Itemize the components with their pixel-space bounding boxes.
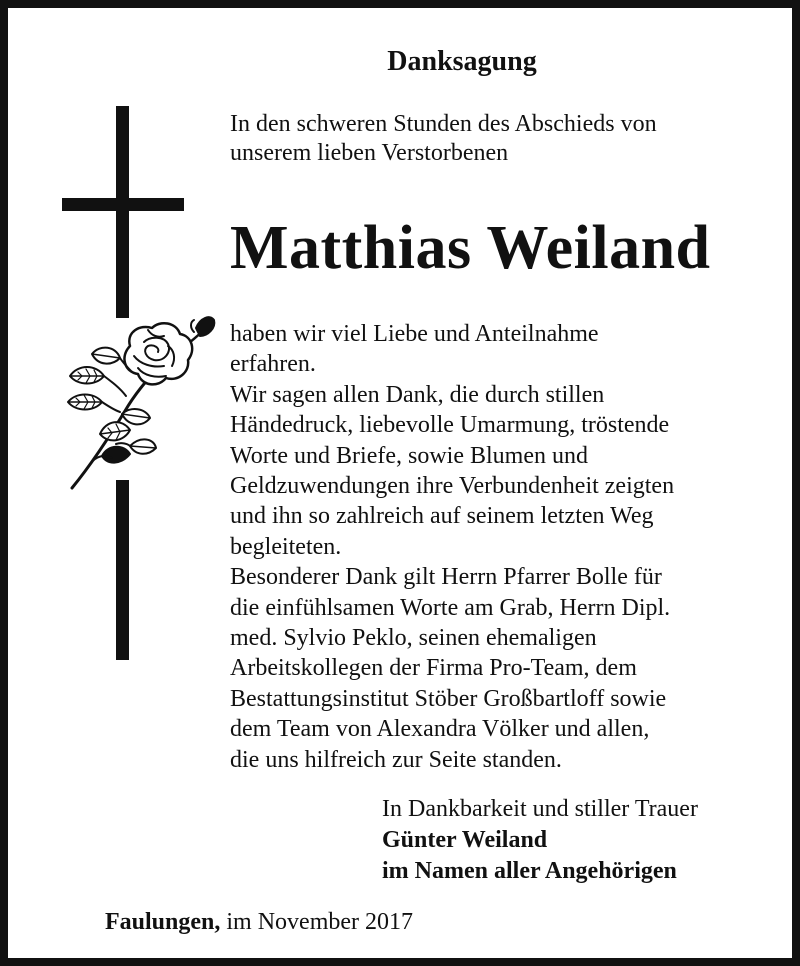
body-line: Wir sagen allen Dank, die durch stillen bbox=[230, 381, 605, 408]
body-line: Worte und Briefe, sowie Blumen und bbox=[230, 442, 588, 469]
body-line: und ihn so zahlreich auf seinem letzten Weg bbox=[230, 503, 654, 530]
rose-icon bbox=[60, 306, 218, 496]
deceased-name: Matthias Weiland bbox=[230, 214, 711, 282]
body-line: haben wir viel Liebe und Anteilnahme bbox=[230, 321, 599, 347]
body-line: Arbeitskollegen der Firma Pro-Team, dem bbox=[230, 655, 637, 682]
place-name: Faulungen, bbox=[105, 909, 221, 935]
signer-family: im Namen aller Angehörigen bbox=[382, 858, 677, 884]
place-date bbox=[105, 906, 705, 938]
body-line: die einfühlsamen Worte am Grab, Herrn Dipl. bbox=[230, 594, 671, 621]
body-line: erfahren. bbox=[230, 351, 316, 378]
cross-icon-crossbar bbox=[62, 198, 184, 211]
closing-line: In Dankbarkeit und stiller Trauer bbox=[382, 796, 698, 822]
signer-name: Günter Weiland bbox=[382, 827, 548, 853]
body-line: med. Sylvio Peklo, seinen ehemaligen bbox=[230, 625, 597, 652]
cross-icon-upper bbox=[116, 106, 129, 318]
intro-text bbox=[230, 110, 770, 168]
intro-line: In den schweren Stunden des Abschieds von bbox=[230, 111, 657, 137]
notice-date: im November 2017 bbox=[220, 909, 414, 935]
body-line: Besonderer Dank gilt Herrn Pfarrer Bolle für bbox=[230, 564, 662, 591]
thanks-body bbox=[230, 319, 790, 775]
closing-block bbox=[382, 794, 782, 887]
notice-heading: Danksagung bbox=[387, 46, 537, 77]
body-line: Bestattungsinstitut Stöber Großbartloff sowie bbox=[230, 685, 667, 712]
cross-icon-lower bbox=[116, 480, 129, 660]
body-line: begleiteten. bbox=[230, 533, 342, 560]
body-line: die uns hilfreich zur Seite standen. bbox=[230, 746, 562, 773]
body-line: Geldzuwendungen ihre Verbundenheit zeigten bbox=[230, 473, 675, 500]
body-line: dem Team von Alexandra Völker und allen, bbox=[230, 716, 650, 743]
body-line: Händedruck, liebevolle Umarmung, tröstende bbox=[230, 412, 670, 439]
intro-line: unserem lieben Verstorbenen bbox=[230, 140, 509, 166]
